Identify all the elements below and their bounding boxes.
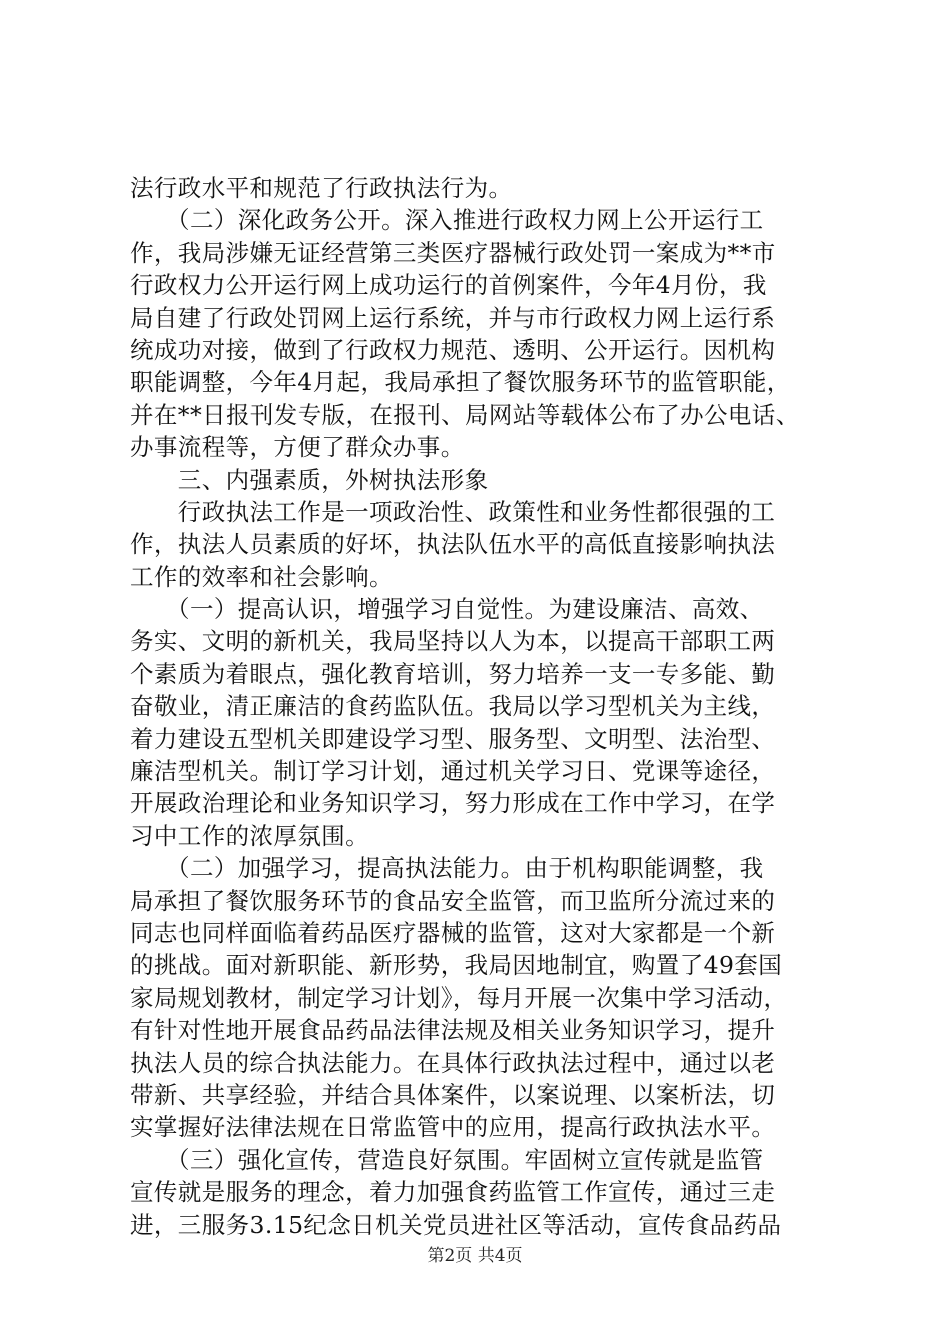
text-line: 法行政水平和规范了行政执法行为。 xyxy=(130,174,513,202)
text-line: 的挑战。面对新职能、新形势，我局因地制宜，购置了49套国 xyxy=(130,951,783,980)
text-line: 执法人员的综合执法能力。在具体行政执法过程中，通过以老 xyxy=(130,1048,776,1077)
text-line: 实掌握好法律法规在日常监管中的应用，提高行政执法水平。 xyxy=(130,1113,776,1142)
text-line: 办事流程等，方便了群众办事。 xyxy=(130,433,465,462)
text-line: 家局规划教材，制定学习计划》，每月开展一次集中学习活动， xyxy=(130,983,788,1012)
text-line: 着力建设五型机关即建设学习型、服务型、文明型、法治型、 xyxy=(130,724,776,753)
text-line: （二）深化政务公开。深入推进行政权力网上公开运行工 xyxy=(130,206,764,235)
text-line: 奋敬业，清正廉洁的食药监队伍。我局以学习型机关为主线， xyxy=(130,692,776,721)
text-line: 作，我局涉嫌无证经营第三类医疗器械行政处罚一案成为**市 xyxy=(130,238,776,267)
text-line: 局承担了餐饮服务环节的食品安全监管，而卫监所分流过来的 xyxy=(130,886,776,915)
text-line: （二）加强学习，提高执法能力。由于机构职能调整，我 xyxy=(130,854,764,883)
text-line: 廉洁型机关。制订学习计划，通过机关学习日、党课等途径， xyxy=(130,757,776,786)
text-line: 行政权力公开运行网上成功运行的首例案件，今年4月份，我 xyxy=(130,271,767,300)
text-line: 习中工作的浓厚氛围。 xyxy=(130,821,369,850)
text-line: 进，三服务3.15纪念日机关党员进社区等活动，宣传食品药品 xyxy=(130,1210,782,1239)
text-line: 作，执法人员素质的好坏，执法队伍水平的高低直接影响执法 xyxy=(130,530,776,559)
text-line: 务实、文明的新机关，我局坚持以人为本，以提高干部职工两 xyxy=(130,627,776,656)
text-line: 同志也同样面临着药品医疗器械的监管，这对大家都是一个新 xyxy=(130,918,776,947)
text-line: 宣传就是服务的理念，着力加强食药监管工作宣传，通过三走 xyxy=(130,1178,776,1207)
text-line: 行政执法工作是一项政治性、政策性和业务性都很强的工 xyxy=(130,497,776,526)
text-line: 职能调整，今年4月起，我局承担了餐饮服务环节的监管职能， xyxy=(130,368,791,397)
text-line: 个素质为着眼点，强化教育培训，努力培养一支一专多能、勤 xyxy=(130,659,776,688)
section-heading: 三、内强素质，外树执法形象 xyxy=(130,465,489,494)
text-line: （一）提高认识，增强学习自觉性。为建设廉洁、高效、 xyxy=(130,595,764,624)
text-line: 工作的效率和社会影响。 xyxy=(130,562,393,591)
text-line: 并在**日报刊发专版，在报刊、局网站等载体公布了办公电话、 xyxy=(130,400,800,429)
text-line: （三）强化宣传，营造良好氛围。牢固树立宣传就是监管 xyxy=(130,1145,764,1174)
text-line: 开展政治理论和业务知识学习，努力形成在工作中学习，在学 xyxy=(130,789,776,818)
text-line: 统成功对接，做到了行政权力规范、透明、公开运行。因机构 xyxy=(130,335,776,364)
document-body xyxy=(130,172,830,1241)
text-line: 有针对性地开展食品药品法律法规及相关业务知识学习，提升 xyxy=(130,1016,776,1045)
text-line: 带新、共享经验，并结合具体案件，以案说理、以案析法，切 xyxy=(130,1080,776,1109)
page-number: 第2页 共4页 xyxy=(427,1246,523,1266)
text-line: 局自建了行政处罚网上运行系统，并与市行政权力网上运行系 xyxy=(130,303,776,332)
